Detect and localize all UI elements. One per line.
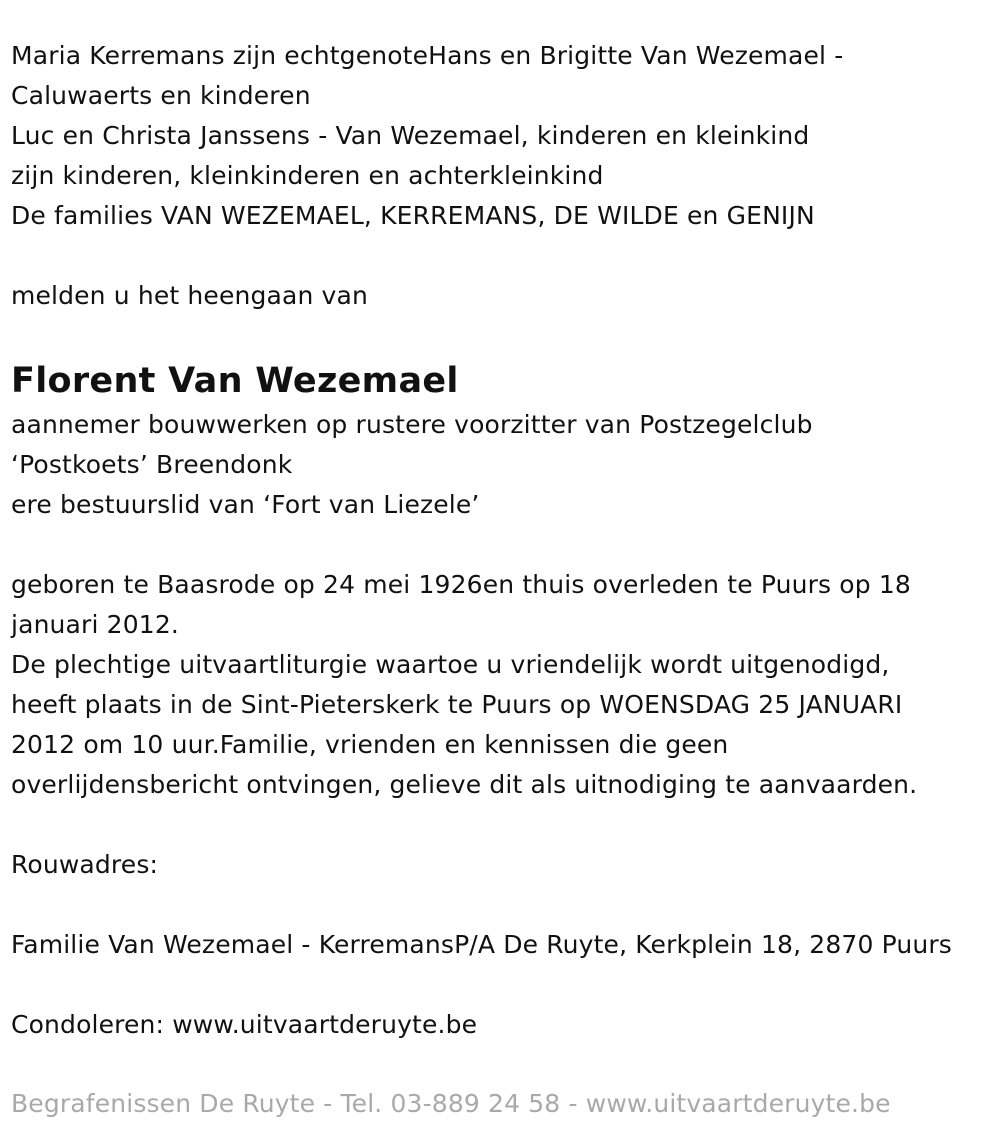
death-notice (11, 36, 996, 1045)
detail-line: heeft plaats in de Sint-Pieterskerk te Puurs op WOENSDAG 25 JANUARI (11, 690, 903, 719)
survivor-line: Maria Kerremans zijn echtgenoteHans en Brigitte Van Wezemael - (11, 41, 844, 70)
detail-line: geboren te Baasrode op 24 mei 1926en thuis overleden te Puurs op 18 (11, 570, 911, 599)
announcement-text: melden u het heengaan van (11, 281, 368, 310)
survivor-line: Caluwaerts en kinderen (11, 81, 311, 110)
detail-line: januari 2012. (11, 610, 179, 639)
mourning-address: Familie Van Wezemael - KerremansP/A De Ruyte, Kerkplein 18, 2870 Puurs (11, 930, 952, 959)
survivors-list (11, 36, 996, 236)
survivor-line: Luc en Christa Janssens - Van Wezemael, kinderen en kleinkind (11, 121, 810, 150)
condolences-text: Condoleren: www.uitvaartderuyte.be (11, 1010, 478, 1039)
detail-line: De plechtige uitvaartliturgie waartoe u vriendelijk wordt uitgenodigd, (11, 650, 890, 679)
survivor-line: zijn kinderen, kleinkinderen en achterkleinkind (11, 161, 604, 190)
spacer (11, 236, 996, 276)
detail-line: 2012 om 10 uur.Familie, vrienden en kennissen die geen (11, 730, 729, 759)
spacer (11, 885, 996, 925)
spacer (11, 316, 996, 356)
spacer (11, 805, 996, 845)
funeral-details (11, 565, 996, 805)
deceased-roles (11, 405, 996, 525)
role-line: ere bestuurslid van ‘Fort van Liezele’ (11, 490, 480, 519)
role-line: ‘Postkoets’ Breendonk (11, 450, 293, 479)
funeral-home-footer: Begrafenissen De Ruyte - Tel. 03-889 24 58 - www.uitvaartderuyte.be (11, 1089, 891, 1118)
role-line: aannemer bouwwerken op rustere voorzitter van Postzegelclub (11, 410, 813, 439)
mourning-address-label: Rouwadres: (11, 850, 159, 879)
detail-line: overlijdensbericht ontvingen, gelieve dit als uitnodiging te aanvaarden. (11, 770, 918, 799)
deceased-name: Florent Van Wezemael (11, 361, 459, 401)
spacer (11, 965, 996, 1005)
spacer (11, 525, 996, 565)
survivor-line: De families VAN WEZEMAEL, KERREMANS, DE WILDE en GENIJN (11, 201, 815, 230)
